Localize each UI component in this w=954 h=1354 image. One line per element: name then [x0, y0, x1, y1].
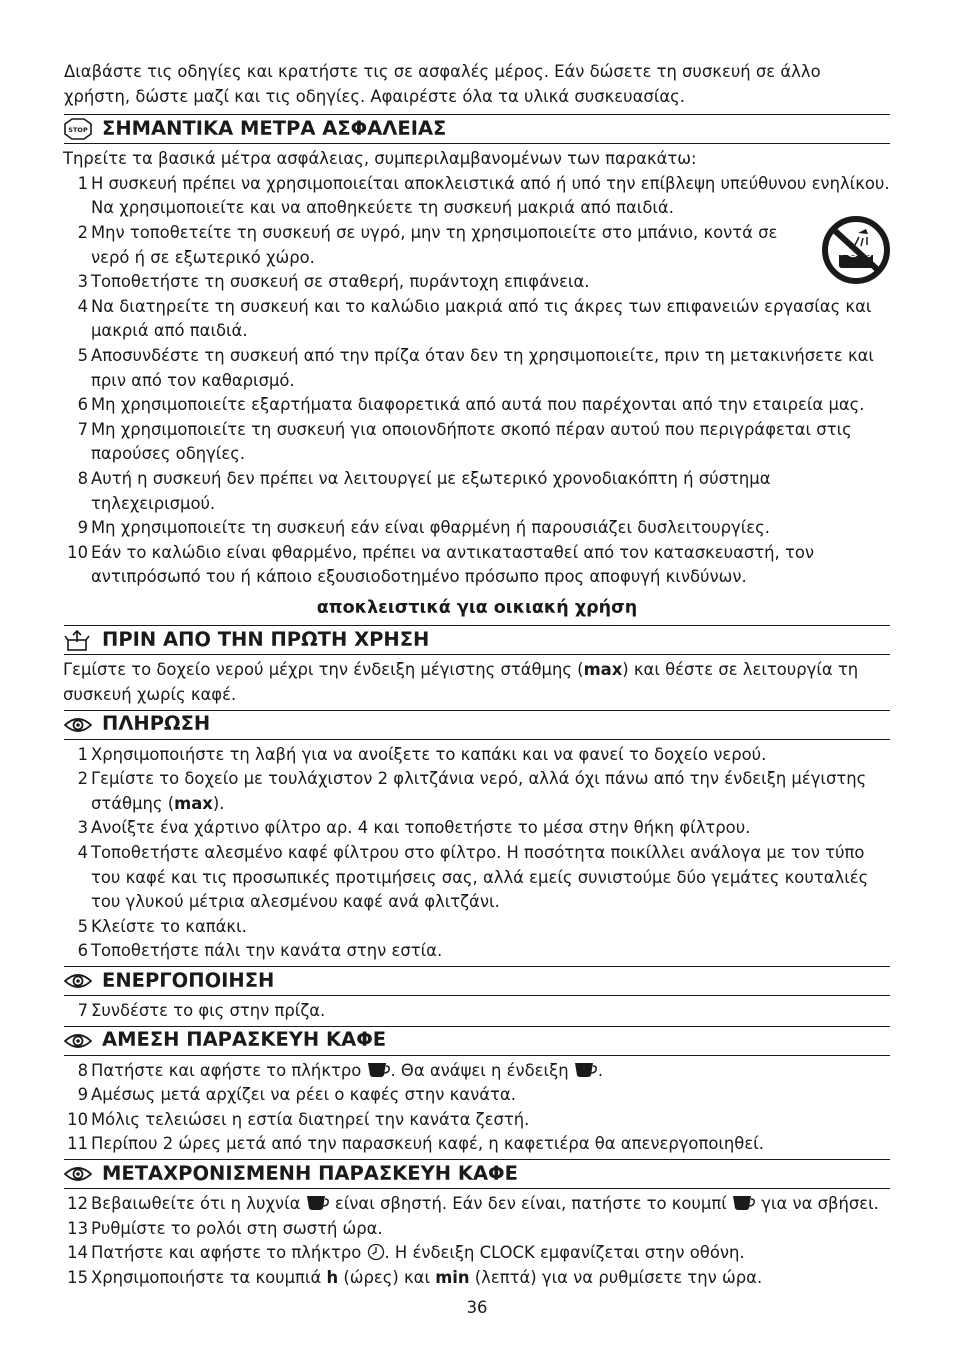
item-text: Τοποθετήστε τη συσκευή σε σταθερή, πυράντοχη επιφάνεια.	[91, 272, 590, 292]
household-use-note: αποκλειστικά για οικιακή χρήση	[316, 597, 638, 618]
item-number: 4	[77, 296, 88, 316]
power-on-title: ΕΝΕΡΓΟΠΟΙΗΣΗ	[102, 968, 275, 992]
list-item	[64, 516, 890, 541]
item-number: 8	[77, 1060, 88, 1080]
stop-icon-text: STOP	[68, 126, 88, 135]
item-text: Τοποθετήστε πάλι την κανάτα στην εστία.	[91, 941, 443, 961]
list-item	[64, 295, 890, 344]
item-number: 7	[77, 1001, 88, 1020]
text-part: Χρησιμοποιήστε τα κουμπιά	[91, 1267, 327, 1287]
manual-page	[64, 60, 890, 1290]
item-number: 6	[77, 395, 88, 415]
bold-max: max	[583, 660, 623, 680]
list-item	[64, 816, 890, 841]
list-item	[64, 418, 890, 467]
list-item	[64, 1083, 890, 1108]
text-part: (λεπτά) για να ρυθμίσετε την ώρα.	[469, 1267, 763, 1287]
item-number: 4	[77, 843, 88, 863]
item-text: Μη χρησιμοποιείτε τη συσκευή για οποιονδήποτε σκοπό πέραν αυτού που περιγράφεται στις παρούσες οδηγίες.	[91, 419, 852, 464]
item-text: Τοποθετήστε αλεσμένο καφέ φίλτρου στο φίλτρο. Η ποσότητα ποικίλλει ανάλογα με τον τύπο του καφέ και τις προσωπικές προτιμήσεις σας, αλλά εμείς συνιστούμε δύο γεμάτες κουταλιές του γλυκού μέτρια αλεσμένου καφέ ανά φλιτζάνι.	[91, 843, 869, 912]
item-number: 3	[77, 272, 88, 292]
intro-text: Διαβάστε τις οδηγίες και κρατήστε τις σε ασφαλές μέρος. Εάν δώσετε τη συσκευή σε άλλο χρήστη, δώστε μαζί και τις οδηγίες. Αφαιρέστε όλα τα υλικά συσκευασίας.	[64, 62, 821, 106]
list-item	[64, 1266, 890, 1291]
safety-title: ΣΗΜΑΝΤΙΚΑ ΜΕΤΡΑ ΑΣΦΑΛΕΙΑΣ	[102, 116, 447, 140]
item-text: Αποσυνδέστε τη συσκευή από την πρίζα όταν δεν τη χρησιμοποιείτε, πριν τη μετακινήσετε και πριν από τον καθαρισμό.	[91, 345, 874, 390]
item-text: Ανοίξτε ένα χάρτινο φίλτρο αρ. 4 και τοποθετήστε το μέσα στην θήκη φίλτρου.	[91, 818, 751, 838]
list-item	[64, 1059, 890, 1084]
eye-icon	[64, 1030, 94, 1052]
text-part: ).	[212, 793, 225, 813]
list-item	[64, 915, 890, 940]
unpack-box-icon	[64, 629, 94, 651]
text-part: είναι σβηστή. Εάν δεν είναι, πατήστε το κουμπί	[329, 1193, 732, 1213]
list-item	[64, 743, 890, 768]
item-text	[91, 1192, 890, 1217]
text-part: .	[597, 1060, 604, 1080]
bold-min: min	[435, 1267, 470, 1287]
item-number: 14	[67, 1243, 88, 1263]
immediate-brew-title: ΑΜΕΣΗ ΠΑΡΑΣΚΕΥΗ ΚΑΦΕ	[102, 1028, 387, 1052]
bold-h: h	[326, 1267, 339, 1287]
filling-heading	[64, 710, 890, 740]
item-number: 15	[67, 1267, 88, 1287]
item-text: Μη χρησιμοποιείτε εξαρτήματα διαφορετικά από αυτά που παρέχονται από την εταιρεία μας.	[91, 395, 865, 415]
list-item	[64, 344, 890, 393]
delayed-brew-heading	[64, 1159, 890, 1189]
list-item	[64, 1192, 890, 1217]
clock-icon	[367, 1243, 385, 1261]
filling-list	[64, 743, 890, 964]
list-item	[64, 1108, 890, 1133]
delayed-brew-list	[64, 1192, 890, 1290]
list-item	[64, 939, 890, 964]
before-first-use-heading	[64, 625, 890, 655]
item-text: Να διατηρείτε τη συσκευή και το καλώδιο μακριά από τις άκρες των επιφανειών εργασίας και μακριά από παιδιά.	[91, 296, 872, 341]
item-number: 3	[77, 818, 88, 838]
list-item	[64, 467, 890, 516]
filling-title: ΠΛΗΡΩΣΗ	[102, 712, 211, 736]
item-text: Μην τοποθετείτε τη συσκευή σε υγρό, μην τη χρησιμοποιείτε στο μπάνιο, κοντά σε νερό ή σε εξωτερικό χώρο.	[91, 222, 778, 267]
item-text	[91, 1059, 890, 1084]
text-part: Βεβαιωθείτε ότι η λυχνία	[91, 1193, 306, 1213]
coffee-cup-icon	[367, 1061, 391, 1079]
eye-icon	[64, 1163, 94, 1185]
item-text	[91, 1241, 890, 1266]
item-text: Μη χρησιμοποιείτε τη συσκευή εάν είναι φθαρμένη ή παρουσιάζει δυσλειτουργίες.	[91, 518, 770, 538]
item-text: Αμέσως μετά αρχίζει να ρέει ο καφές στην κανάτα.	[91, 1085, 516, 1105]
page-number: 36	[466, 1298, 488, 1317]
item-number: 6	[77, 941, 88, 961]
item-number: 5	[77, 916, 88, 936]
text-part: για να σβήσει.	[755, 1193, 879, 1213]
list-item	[64, 172, 890, 221]
bold-max: max	[174, 793, 213, 813]
item-text: Περίπου 2 ώρες μετά από την παρασκευή καφέ, η καφετιέρα θα απενεργοποιηθεί.	[91, 1134, 764, 1154]
item-text: Μόλις τελειώσει η εστία διατηρεί την κανάτα ζεστή.	[91, 1109, 530, 1129]
item-number: 13	[67, 1218, 88, 1238]
list-item	[64, 999, 890, 1024]
immediate-brew-list	[64, 1059, 890, 1157]
before-first-use-text	[63, 658, 890, 707]
coffee-cup-icon	[306, 1194, 330, 1212]
item-text: Ρυθμίστε το ρολόι στη σωστή ώρα.	[91, 1218, 383, 1238]
before-first-use-title: ΠΡΙΝ ΑΠΟ ΤΗΝ ΠΡΩΤΗ ΧΡΗΣΗ	[102, 628, 430, 652]
item-number: 7	[77, 419, 88, 439]
item-text: Εάν το καλώδιο είναι φθαρμένο, πρέπει να αντικατασταθεί από τον κατασκευαστή, τον αντιπρόσωπό του ή κάποιο εξουσιοδοτημένο πρόσωπο προς αποφυγή κινδύνων.	[91, 542, 815, 587]
list-item	[64, 1132, 890, 1157]
list-item	[64, 221, 890, 270]
text-part: . Η ένδειξη CLOCK εμφανίζεται στην οθόνη.	[384, 1243, 745, 1263]
safety-heading	[64, 114, 890, 144]
eye-icon	[64, 714, 94, 736]
item-number: 5	[77, 345, 88, 365]
list-item	[64, 1217, 890, 1242]
power-on-heading	[64, 966, 890, 996]
safety-list	[64, 172, 890, 590]
item-number: 12	[67, 1193, 88, 1213]
no-water-bath-icon	[821, 215, 891, 285]
item-number: 2	[77, 769, 88, 789]
item-text: Κλείστε το καπάκι.	[91, 916, 247, 936]
coffee-cup-icon	[574, 1061, 598, 1079]
item-number: 10	[67, 1109, 88, 1129]
list-item	[64, 541, 890, 590]
delayed-brew-title: ΜΕΤΑΧΡΟΝΙΣΜΕΝΗ ΠΑΡΑΣΚΕΥΗ ΚΑΦΕ	[102, 1161, 518, 1185]
item-text: Συνδέστε το φις στην πρίζα.	[91, 1001, 326, 1020]
item-number: 10	[67, 542, 88, 562]
list-item	[64, 393, 890, 418]
safety-lead: Τηρείτε τα βασικά μέτρα ασφάλειας, συμπεριλαμβανομένων των παρακάτω:	[63, 149, 697, 169]
item-number: 1	[77, 173, 88, 193]
item-number: 9	[77, 1085, 88, 1105]
text-part: Πατήστε και αφήστε το πλήκτρο	[91, 1060, 367, 1080]
item-number: 9	[77, 518, 88, 538]
text-part: (ώρες) και	[338, 1267, 436, 1287]
immediate-brew-heading	[64, 1026, 890, 1056]
item-number: 2	[77, 222, 88, 242]
list-item	[64, 841, 890, 915]
text-part: . Θα ανάψει η ένδειξη	[390, 1060, 574, 1080]
text-part: ) και θέστε σε λειτουργία τη συσκευή χωρίς καφέ.	[63, 660, 859, 705]
item-text: Η συσκευή πρέπει να χρησιμοποιείται αποκλειστικά από ή υπό την επίβλεψη υπεύθυνου ενηλίκου. Να χρησιμοποιείτε και να αποθηκεύετε τη συσκευή μακριά από παιδιά.	[91, 173, 890, 218]
eye-icon	[64, 970, 94, 992]
power-on-list	[64, 999, 890, 1024]
coffee-cup-icon	[732, 1194, 756, 1212]
item-number: 8	[77, 468, 88, 488]
text-part: Γεμίστε το δοχείο με τουλάχιστον 2 φλιτζάνια νερό, αλλά όχι πάνω από την ένδειξη μέγιστης στάθμης (	[91, 769, 867, 813]
item-text	[91, 767, 890, 816]
item-text	[91, 1266, 890, 1291]
item-number: 11	[67, 1134, 88, 1154]
item-number: 1	[77, 744, 88, 764]
stop-icon	[64, 118, 94, 140]
list-item	[64, 270, 890, 295]
item-text: Αυτή η συσκευή δεν πρέπει να λειτουργεί με εξωτερικό χρονοδιακόπτη ή σύστημα τηλεχειρισμού.	[91, 468, 771, 513]
text-part: Πατήστε και αφήστε το πλήκτρο	[91, 1243, 367, 1263]
item-text: Χρησιμοποιήστε τη λαβή για να ανοίξετε το καπάκι και να φανεί το δοχείο νερού.	[91, 744, 767, 764]
text-part: Γεμίστε το δοχείο νερού μέχρι την ένδειξη μέγιστης στάθμης (	[63, 660, 584, 680]
list-item	[64, 1241, 890, 1266]
list-item	[64, 767, 890, 816]
